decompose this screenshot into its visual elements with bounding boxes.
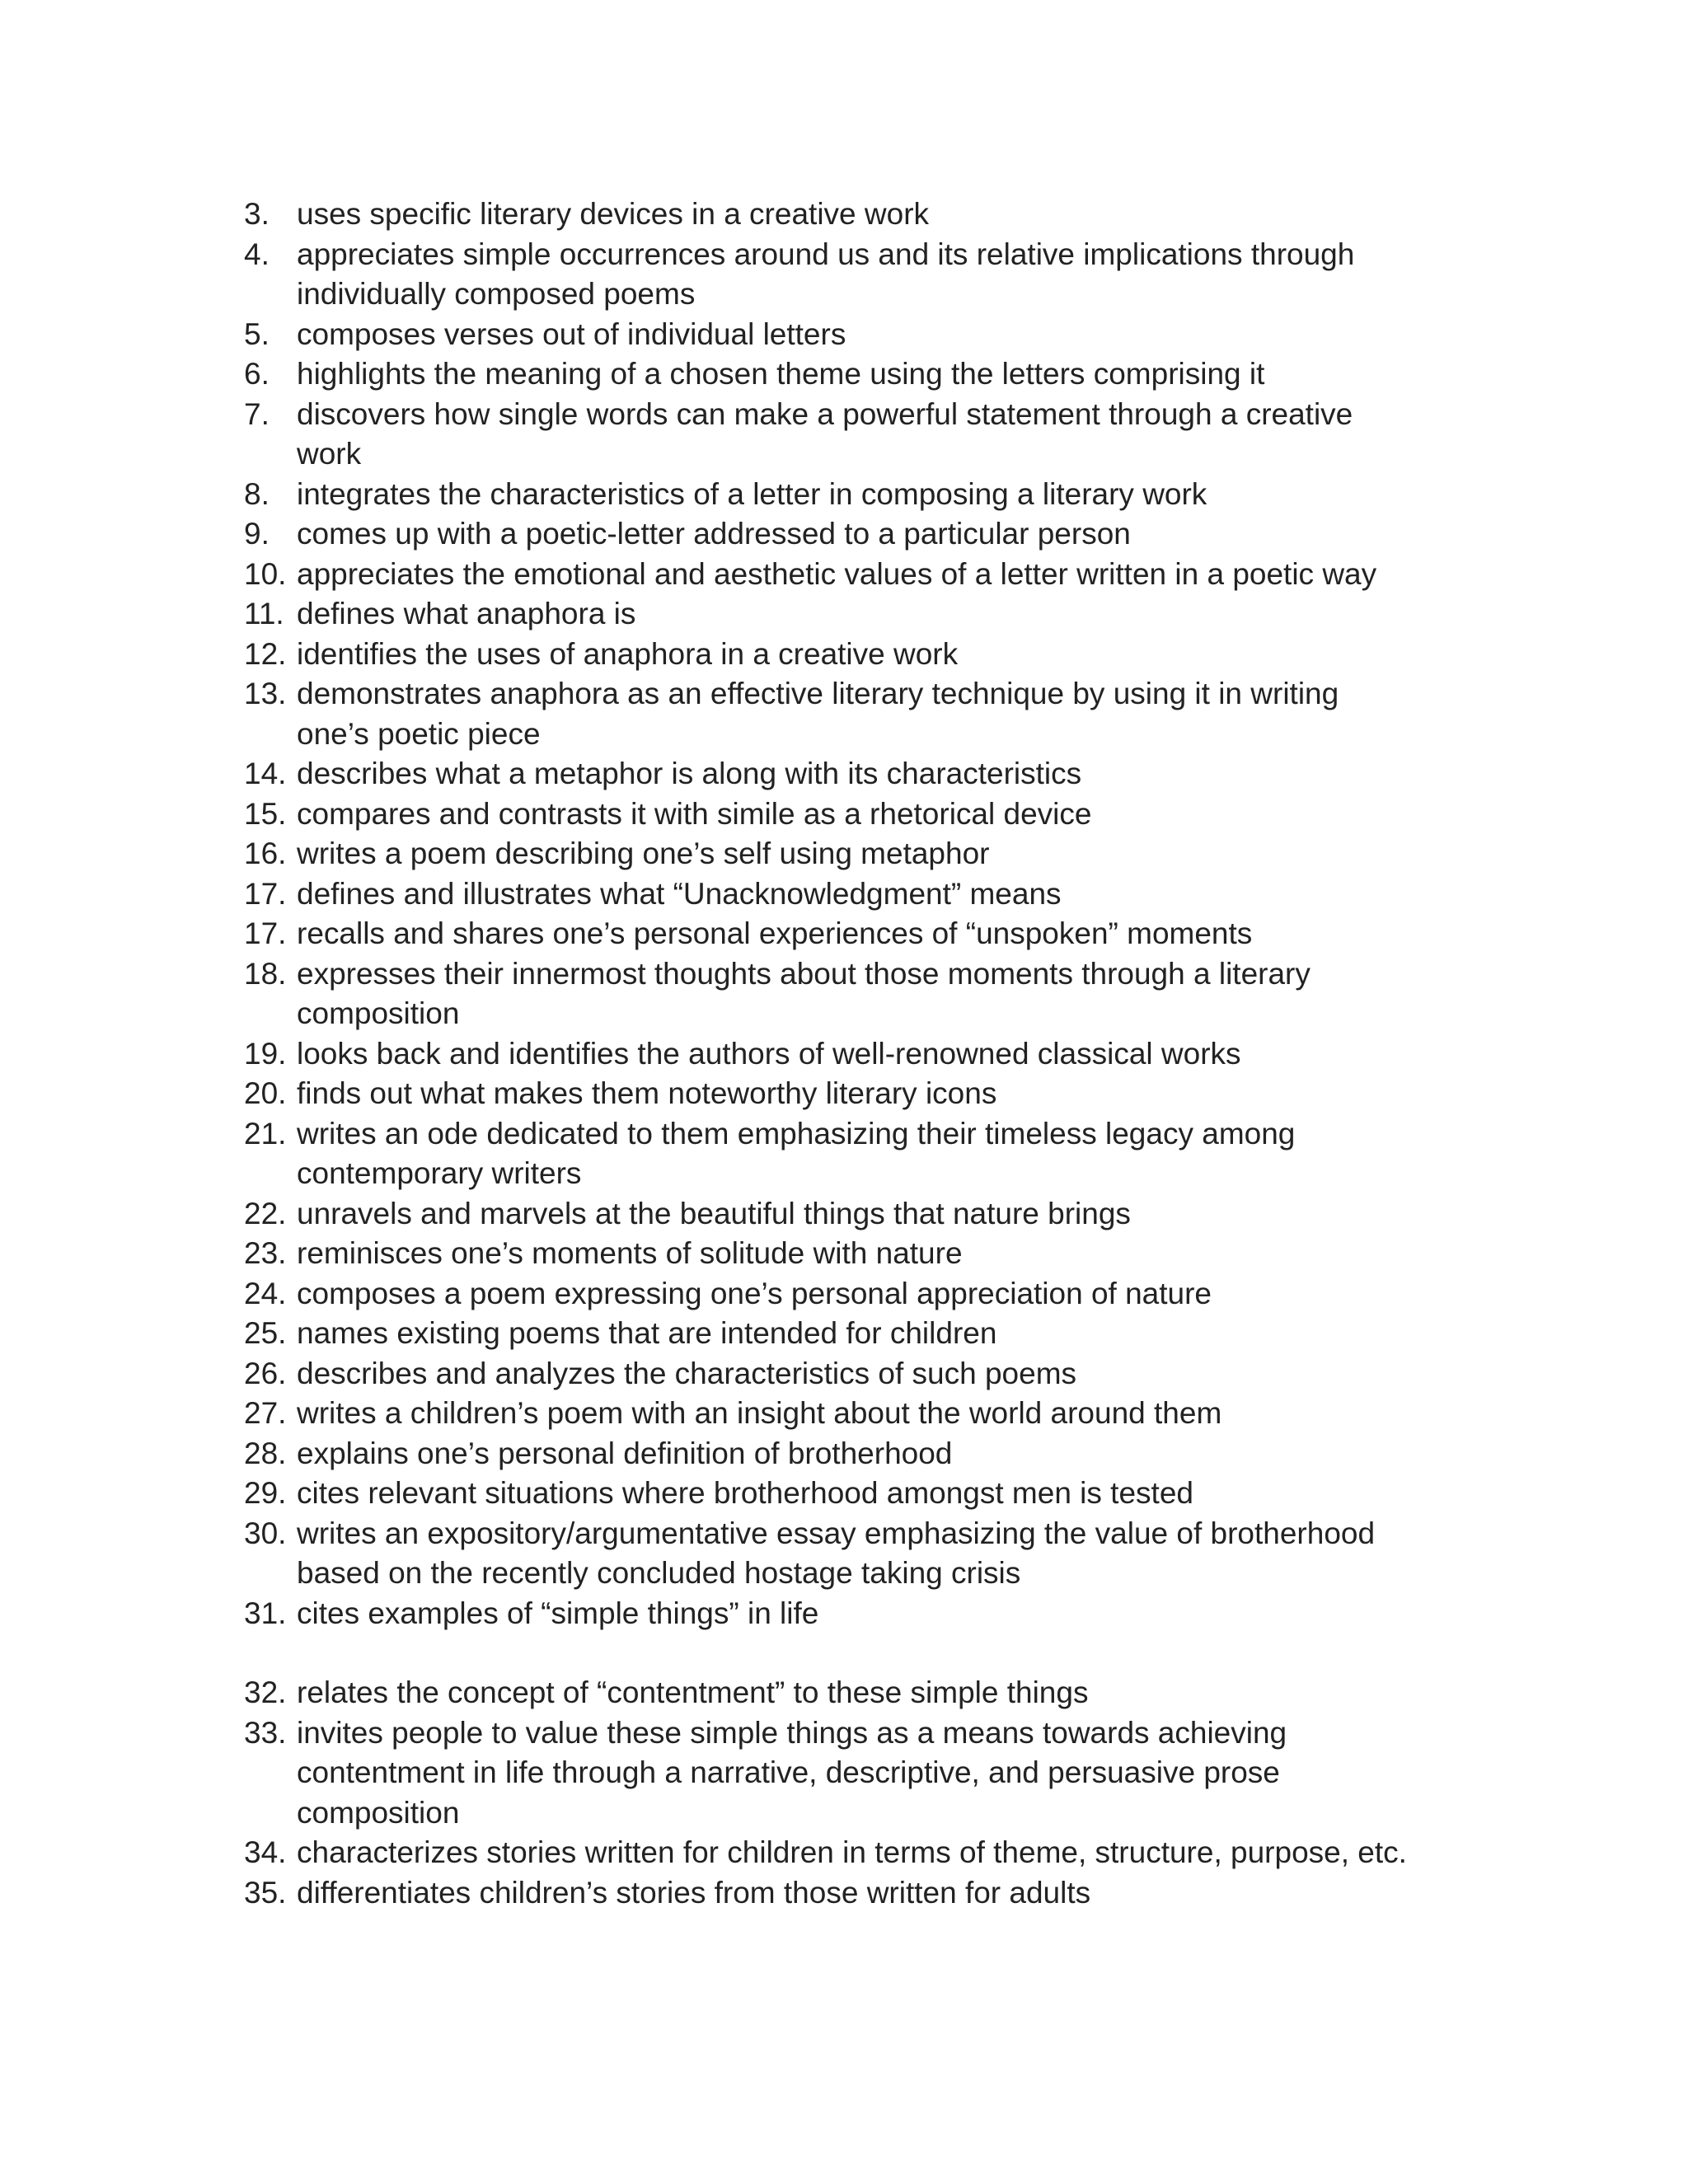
item-number: 26. [244,1356,287,1390]
list-item [244,1274,1414,1315]
item-text: integrates the characteristics of a letter in composing a literary work [297,476,1207,511]
item-number: 24. [244,1276,287,1310]
item-number: 11. [244,597,284,630]
item-text: highlights the meaning of a chosen theme using the letters comprising it [297,357,1265,391]
item-text: uses specific literary devices in a creative work [297,197,930,231]
item-text: compares and contrasts it with simile as a rhetorical device [297,796,1092,831]
item-number: 8. [244,476,270,511]
item-text: names existing poems that are intended for children [297,1316,997,1350]
list-item [244,1474,1414,1514]
item-text: writes an expository/argumentative essay emphasizing the value of brotherhood based on the recently concluded hostage taking crisis [297,1516,1376,1590]
list-item [244,874,1414,915]
item-number: 27. [244,1396,287,1430]
list-item [244,594,1414,635]
item-text: unravels and marvels at the beautiful things that nature brings [297,1196,1131,1230]
list-item [244,834,1414,874]
item-text: describes what a metaphor is along with its characteristics [297,757,1082,790]
item-number: 10. [244,556,287,591]
list-item [244,1514,1414,1594]
item-number: 25. [244,1316,287,1350]
list-item [244,1234,1414,1274]
item-number: 18. [244,956,287,991]
item-text: cites relevant situations where brotherhood amongst men is tested [297,1476,1193,1510]
item-number: 22. [244,1196,287,1230]
item-text: defines what anaphora is [297,597,636,630]
item-text: writes a poem describing one’s self using metaphor [297,837,990,870]
list-item [244,914,1414,954]
list-item [244,794,1414,835]
list-item [244,1394,1414,1434]
item-number: 34. [244,1835,287,1869]
item-number: 23. [244,1236,287,1270]
list-item [244,954,1414,1034]
item-text: differentiates children’s stories from those written for adults [297,1875,1091,1910]
item-text: reminisces one’s moments of solitude with nature [297,1236,963,1270]
item-text: finds out what makes them noteworthy literary icons [297,1076,997,1110]
item-number: 16. [244,837,287,870]
item-number: 29. [244,1476,287,1510]
item-number: 32. [244,1675,287,1709]
item-text: relates the concept of “contentment” to these simple things [297,1675,1089,1709]
item-text: explains one’s personal definition of brotherhood [297,1436,953,1470]
item-number: 20. [244,1076,287,1110]
list-item [244,635,1414,675]
item-number: 30. [244,1516,287,1550]
item-number: 4. [244,237,270,271]
list-item [244,1833,1414,1873]
list-item [244,1713,1414,1834]
item-text: defines and illustrates what “Unacknowledgment” means [297,876,1062,911]
item-text: comes up with a poetic-letter addressed to a particular person [297,517,1131,551]
item-number: 33. [244,1715,287,1750]
item-text: appreciates the emotional and aesthetic values of a letter written in a poetic way [297,556,1377,591]
list-item [244,555,1414,595]
item-number: 14. [244,757,287,790]
list-item [244,754,1414,794]
list-item [244,475,1414,515]
item-text: invites people to value these simple things as a means towards achieving contentment in life through a narrative, descriptive, and persuasive prose composition [297,1715,1287,1830]
item-number: 7. [244,396,270,431]
item-text: expresses their innermost thoughts about those moments through a literary composition [297,956,1311,1030]
item-text: characterizes stories written for children in terms of theme, structure, purpose, etc. [297,1835,1407,1869]
item-number: 28. [244,1436,287,1470]
list-item [244,354,1414,395]
item-text: describes and analyzes the characteristics of such poems [297,1356,1077,1390]
list-item [244,1034,1414,1075]
item-number: 31. [244,1596,287,1630]
list-item [244,395,1414,475]
list-item [244,1594,1414,1634]
item-number: 6. [244,357,270,391]
item-text: composes a poem expressing one’s personal appreciation of nature [297,1276,1212,1310]
item-text: demonstrates anaphora as an effective literary technique by using it in writing one’s poetic piece [297,677,1339,751]
item-number: 13. [244,677,287,710]
item-text: recalls and shares one’s personal experiences of “unspoken” moments [297,916,1253,950]
item-number: 19. [244,1036,287,1071]
item-number: 9. [244,517,270,551]
list-item [244,235,1414,315]
list-item [244,1873,1414,1914]
item-number: 15. [244,796,287,831]
item-text: looks back and identifies the authors of well-renowned classical works [297,1036,1241,1071]
list-item [244,674,1414,754]
item-text: discovers how single words can make a powerful statement through a creative work [297,396,1353,471]
item-text: cites examples of “simple things” in life [297,1596,819,1630]
item-number: 5. [244,316,270,351]
list-item [244,1314,1414,1354]
learning-objectives-list [244,194,1414,1913]
list-item [244,514,1414,555]
list-item [244,1194,1414,1235]
item-text: composes verses out of individual letters [297,316,846,351]
item-number: 3. [244,197,270,231]
list-item [244,315,1414,355]
list-item [244,1114,1414,1194]
item-number: 17. [244,916,287,950]
item-text: appreciates simple occurrences around us and its relative implications through individually composed poems [297,237,1355,311]
item-text: identifies the uses of anaphora in a creative work [297,636,959,671]
item-number: 17. [244,876,287,911]
item-number: 35. [244,1875,287,1910]
list-item [244,1074,1414,1114]
item-number: 12. [244,636,287,671]
list-item [244,1434,1414,1474]
item-text: writes an ode dedicated to them emphasizing their timeless legacy among contemporary writers [297,1116,1296,1190]
item-text: writes a children’s poem with an insight about the world around them [297,1396,1222,1430]
list-item [244,1354,1414,1394]
list-item [244,194,1414,235]
item-number: 21. [244,1116,287,1151]
list-item [244,1673,1414,1713]
